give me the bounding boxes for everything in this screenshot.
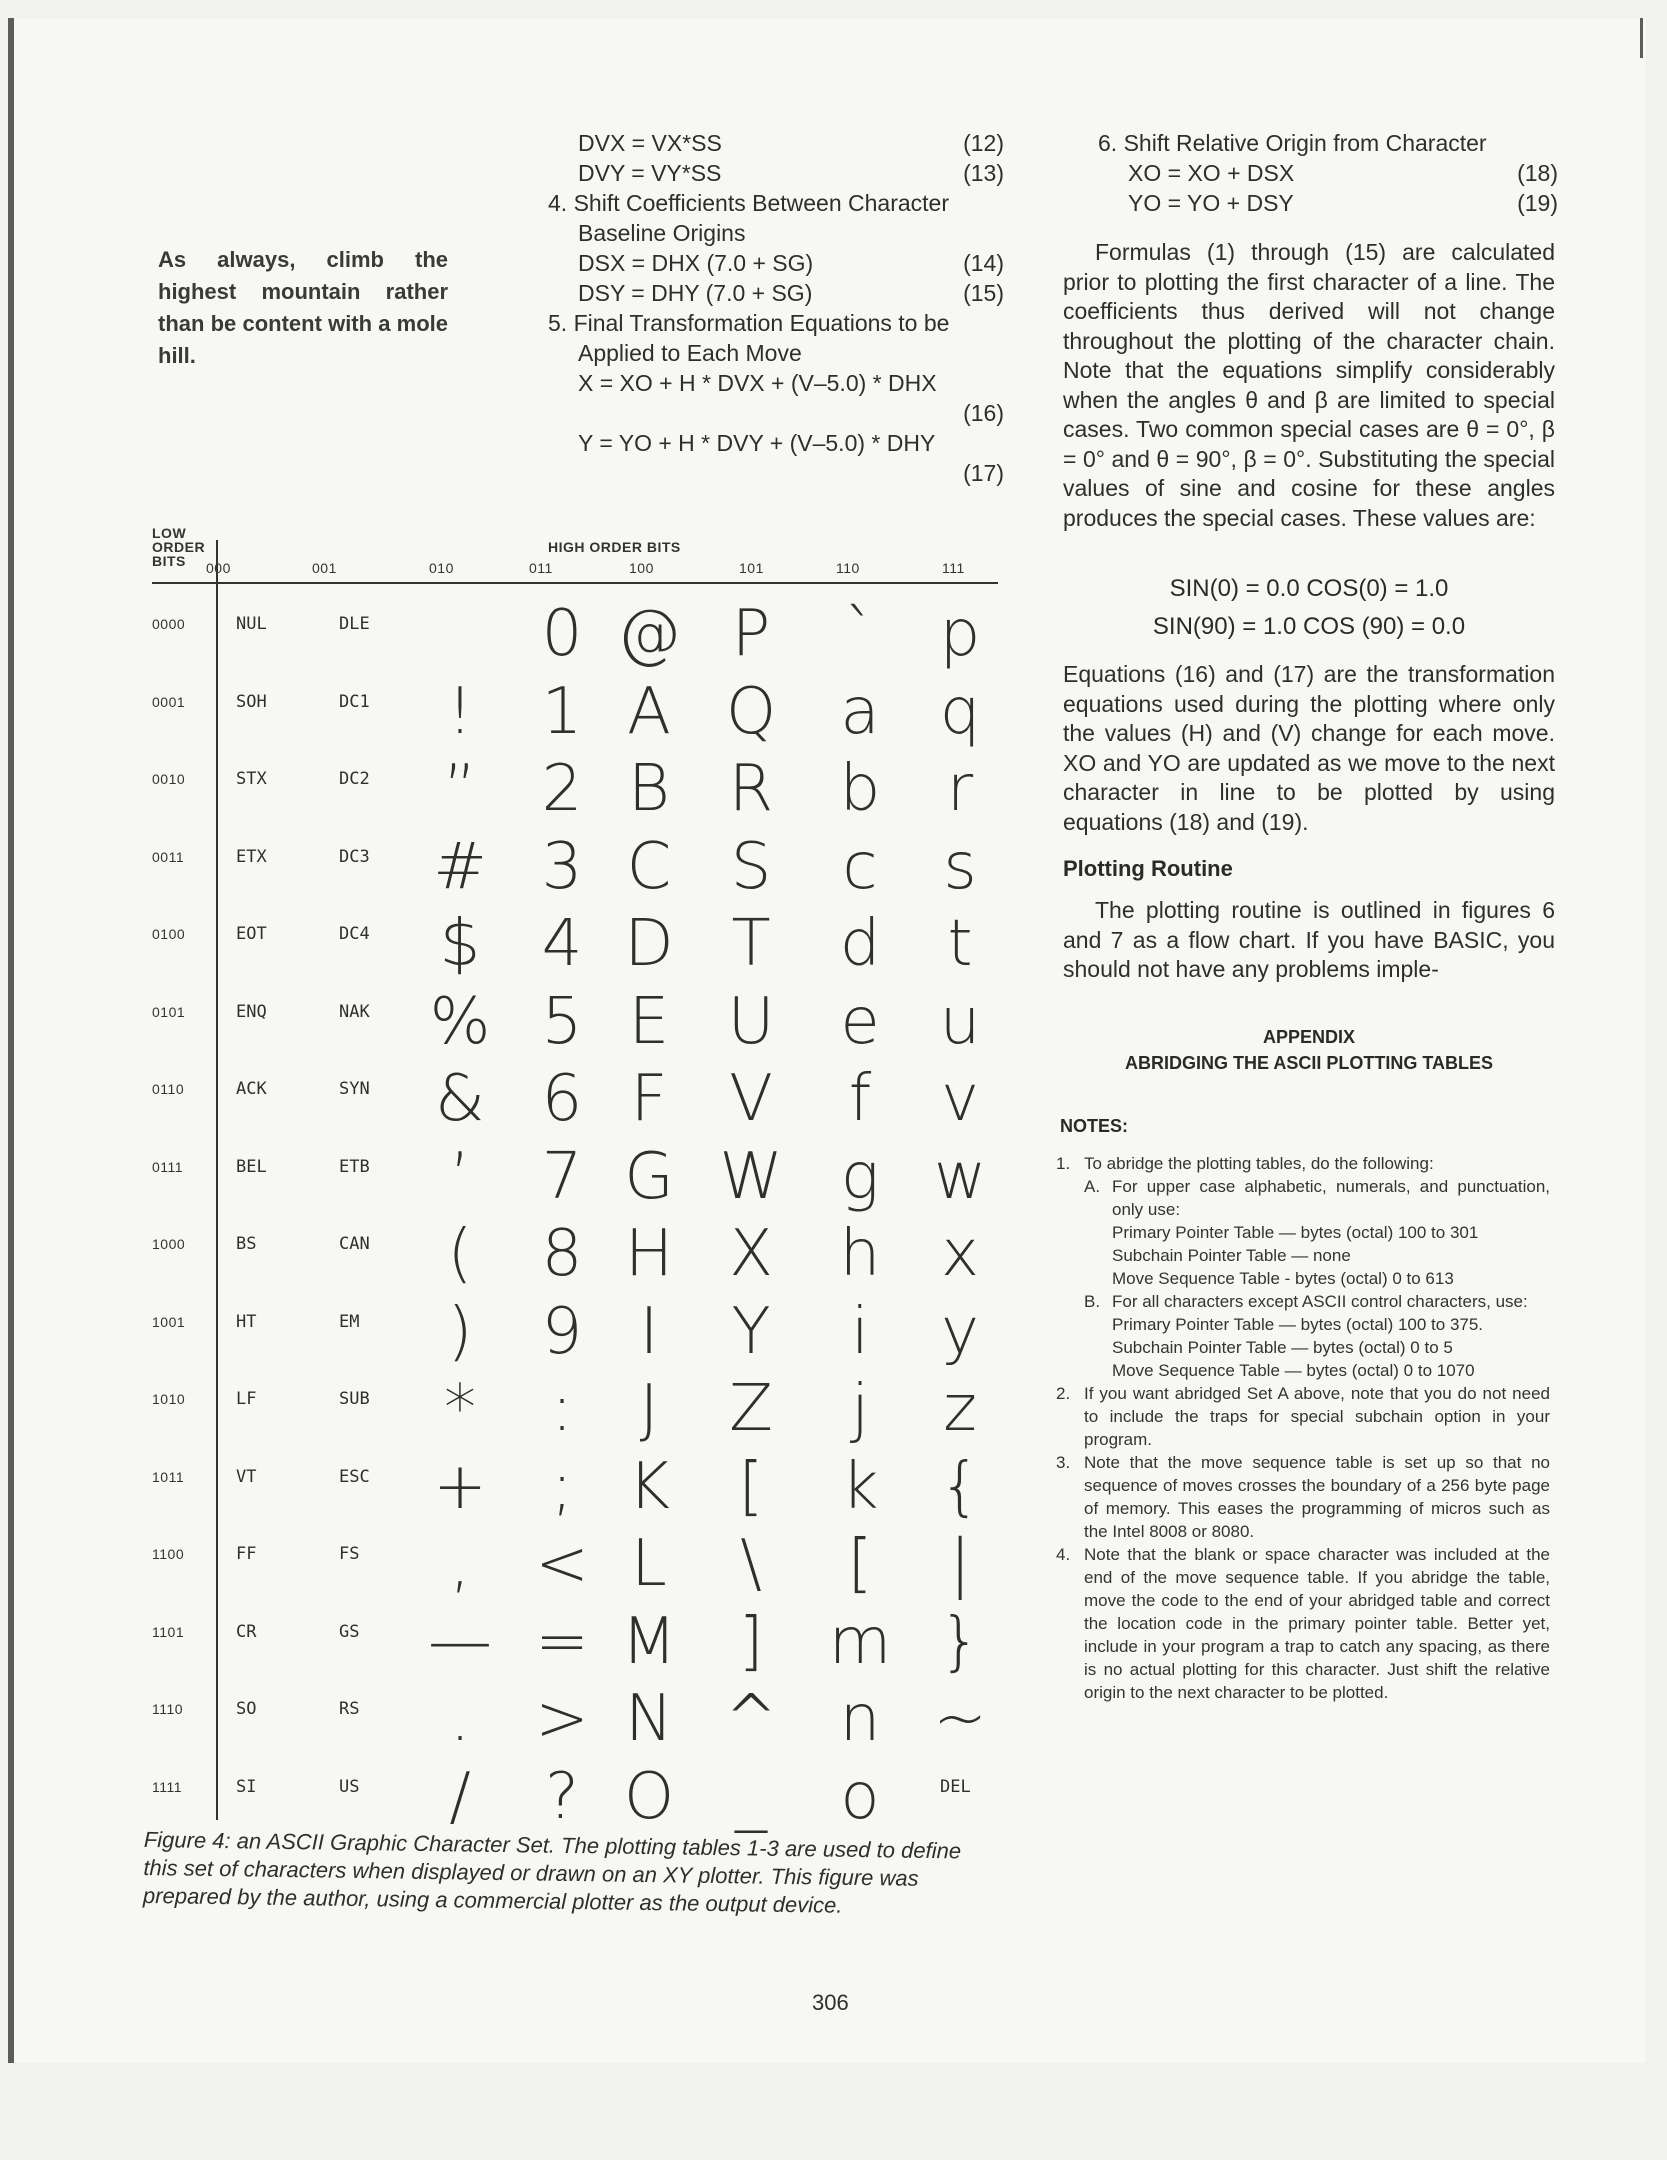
character-glyph: n bbox=[839, 1682, 881, 1756]
note-3 bbox=[1056, 1451, 1550, 1543]
page-edge-right bbox=[1640, 18, 1643, 58]
row-code: 1110 bbox=[152, 1701, 184, 1717]
equation-number: (18) bbox=[1517, 160, 1558, 186]
low-order-bits-label bbox=[152, 526, 205, 568]
note-sub-line: Primary Pointer Table — bytes (octal) 100 to 301 bbox=[1112, 1223, 1479, 1242]
column-code: 100 bbox=[629, 560, 654, 576]
character-glyph: DC3 bbox=[339, 846, 370, 867]
character-glyph: X bbox=[729, 1217, 773, 1291]
character-glyph: % bbox=[429, 984, 491, 1059]
equation-text: YO = YO + DSY bbox=[1128, 190, 1294, 216]
character-glyph: FF bbox=[236, 1544, 257, 1564]
character-glyph: h bbox=[839, 1217, 881, 1291]
character-glyph: 8 bbox=[541, 1217, 583, 1291]
character-glyph: f bbox=[848, 1062, 872, 1136]
character-glyph: Q bbox=[725, 674, 777, 749]
character-glyph: T bbox=[731, 907, 771, 981]
character-glyph: o bbox=[840, 1759, 880, 1834]
note-sub-line: Move Sequence Table — bytes (octal) 0 to 1070 bbox=[1112, 1361, 1475, 1380]
character-glyph: EM bbox=[339, 1311, 360, 1332]
column-code: 001 bbox=[312, 560, 337, 576]
character-glyph: SOH bbox=[236, 691, 267, 712]
character-glyph: U bbox=[727, 984, 775, 1059]
character-glyph: F bbox=[630, 1062, 668, 1136]
character-glyph: 9 bbox=[541, 1294, 583, 1369]
row-code: 0111 bbox=[152, 1158, 184, 1175]
note-sub-line: Primary Pointer Table — bytes (octal) 100 to 375. bbox=[1112, 1315, 1484, 1334]
character-glyph: ENQ bbox=[236, 1001, 267, 1022]
character-glyph: a bbox=[840, 674, 880, 749]
equation-text: Y = YO + H * DVY + (V–5.0) * DHY bbox=[578, 430, 936, 456]
row-code: 0011 bbox=[152, 848, 185, 865]
character-glyph: d bbox=[839, 907, 881, 981]
character-glyph: t bbox=[947, 907, 973, 981]
equation-text: DVY = VY*SS bbox=[578, 160, 722, 186]
character-glyph: } bbox=[939, 1604, 981, 1679]
character-glyph: DC1 bbox=[339, 691, 370, 712]
figure-caption: Figure 4: an ASCII Graphic Character Set. The plotting tables 1-3 are used to define this set of characters when displayed or drawn on an XY plotter. This figure was prepared by the author, using a commercial plotter as the output device. bbox=[142, 1826, 962, 1918]
equation-row bbox=[548, 308, 1004, 338]
appendix-heading bbox=[1063, 1024, 1555, 1076]
character-glyph: E bbox=[628, 984, 670, 1059]
character-glyph: Y bbox=[731, 1294, 771, 1369]
character-glyph: 7 bbox=[541, 1139, 583, 1214]
character-glyph: DC2 bbox=[339, 769, 370, 789]
character-glyph: # bbox=[433, 829, 487, 904]
character-glyph: C bbox=[626, 829, 672, 904]
character-glyph: BS bbox=[236, 1234, 257, 1254]
character-glyph: HT bbox=[236, 1311, 257, 1332]
equation-number: (12) bbox=[963, 130, 1004, 156]
character-glyph: 4 bbox=[541, 907, 583, 981]
note-sub-b bbox=[1084, 1290, 1550, 1382]
character-glyph: G bbox=[624, 1139, 674, 1214]
character-glyph: A bbox=[627, 674, 671, 749]
character-glyph: DC4 bbox=[339, 924, 370, 944]
equation-row bbox=[1098, 158, 1558, 188]
character-glyph: STX bbox=[236, 769, 267, 789]
pull-quote: As always, climb the highest mountain rather than be content with a mole hill. bbox=[158, 247, 448, 368]
column-code: 011 bbox=[529, 560, 553, 576]
character-glyph: > bbox=[535, 1682, 589, 1756]
row-code: 0100 bbox=[152, 926, 186, 942]
character-glyph: { bbox=[939, 1449, 981, 1524]
character-glyph: $ bbox=[439, 907, 481, 981]
note-number: 1. bbox=[1056, 1154, 1071, 1173]
equation-text: DSX = DHX (7.0 + SG) bbox=[578, 250, 814, 276]
appendix-subtitle: ABRIDGING THE ASCII PLOTTING TABLES bbox=[1125, 1053, 1493, 1073]
character-glyph: x bbox=[941, 1217, 979, 1291]
character-glyph: SYN bbox=[339, 1079, 370, 1099]
column-code: 101 bbox=[739, 560, 764, 576]
high-order-bits-label: HIGH ORDER BITS bbox=[548, 539, 681, 555]
note-2 bbox=[1056, 1382, 1550, 1451]
equation-text bbox=[548, 458, 578, 488]
character-glyph: L bbox=[631, 1527, 667, 1601]
character-glyph: US bbox=[339, 1776, 360, 1797]
character-glyph: BEL bbox=[236, 1156, 267, 1177]
low-order-label-line: LOW bbox=[152, 525, 187, 541]
character-glyph: DEL bbox=[940, 1776, 971, 1797]
column-code: 010 bbox=[429, 560, 454, 576]
paragraph-formulas: Formulas (1) through (15) are calculated prior to plotting the first character of a line. The coefficients thus derived will not change throughout the plotting of the character chain. Note that the equations simplify considerably when the angles θ and β are limited to special cases. Two common special cases are θ = 0°, β = 0° and θ = 90°, β = 0°. Substituting the special values of sine and cosine for these angles produces the special cases. These values are: bbox=[1063, 239, 1555, 531]
character-glyph: ” bbox=[443, 752, 477, 826]
character-glyph: RS bbox=[339, 1699, 360, 1719]
equation-text: 6. Shift Relative Origin from Character bbox=[1098, 130, 1487, 156]
equation-number: (15) bbox=[963, 280, 1004, 306]
character-glyph: ! bbox=[447, 674, 473, 749]
equation-row bbox=[548, 428, 1004, 458]
character-glyph: FS bbox=[339, 1544, 360, 1564]
character-glyph: V bbox=[729, 1062, 773, 1136]
character-glyph: Z bbox=[729, 1372, 773, 1446]
character-glyph: O bbox=[623, 1759, 675, 1834]
character-glyph: 1 bbox=[541, 674, 583, 749]
character-glyph: ^ bbox=[724, 1682, 778, 1756]
note-sub-line: Subchain Pointer Table — bytes (octal) 0 to 5 bbox=[1112, 1338, 1453, 1357]
row-code: 1001 bbox=[152, 1313, 186, 1330]
character-glyph: j bbox=[851, 1372, 869, 1446]
character-glyph: LF bbox=[236, 1389, 257, 1409]
equation-number: (14) bbox=[963, 250, 1004, 276]
character-glyph: — bbox=[428, 1604, 492, 1679]
character-glyph: s bbox=[943, 829, 977, 904]
equation-row bbox=[548, 248, 1004, 278]
character-glyph: 3 bbox=[541, 829, 583, 904]
character-glyph: ETB bbox=[339, 1156, 370, 1177]
paragraph-equations: Equations (16) and (17) are the transformation equations used during the plotting where only the values (H) and (V) change for each move. XO and YO are updated as we move to the next character in line to be plotted by using equations (18) and (19). bbox=[1063, 661, 1555, 835]
character-glyph: q bbox=[939, 674, 981, 749]
character-glyph: J bbox=[639, 1372, 659, 1446]
note-1 bbox=[1056, 1152, 1550, 1382]
character-glyph: y bbox=[941, 1294, 979, 1369]
note-sub-a bbox=[1084, 1175, 1550, 1290]
equation-row bbox=[548, 278, 1004, 308]
row-code: 1010 bbox=[152, 1391, 186, 1407]
row-code: 1100 bbox=[152, 1546, 185, 1562]
character-glyph: , bbox=[449, 1527, 471, 1601]
character-glyph: m bbox=[828, 1604, 892, 1679]
equation-text bbox=[548, 398, 578, 428]
character-glyph: k bbox=[841, 1449, 879, 1524]
equation-text: X = XO + H * DVX + (V–5.0) * DHX bbox=[578, 370, 937, 396]
character-glyph: D bbox=[624, 907, 674, 981]
row-code: 1111 bbox=[152, 1778, 183, 1795]
character-glyph: 5 bbox=[541, 984, 583, 1059]
character-glyph: i bbox=[851, 1294, 869, 1369]
equation-text: DSY = DHY (7.0 + SG) bbox=[578, 280, 813, 306]
equation-text: DVX = VX*SS bbox=[578, 130, 722, 156]
character-glyph: EOT bbox=[236, 924, 267, 944]
equation-number: (16) bbox=[963, 400, 1004, 426]
character-glyph: ) bbox=[447, 1294, 473, 1369]
row-code: 0110 bbox=[152, 1081, 185, 1097]
character-glyph: _ bbox=[735, 1759, 767, 1834]
note-number: 3. bbox=[1056, 1453, 1071, 1472]
equation-text: 5. Final Transformation Equations to be bbox=[548, 310, 950, 336]
row-code: 1000 bbox=[152, 1236, 186, 1252]
character-glyph: N bbox=[625, 1682, 673, 1756]
character-glyph: S bbox=[730, 829, 772, 904]
note-number: 2. bbox=[1056, 1384, 1071, 1403]
character-glyph: ( bbox=[447, 1217, 473, 1291]
equation-row bbox=[1098, 188, 1558, 218]
column-code: 000 bbox=[206, 560, 231, 576]
equation-text: Applied to Each Move bbox=[578, 340, 802, 366]
column-code: 111 bbox=[942, 560, 965, 576]
sincos-line-2: SIN(90) = 1.0 COS (90) = 0.0 bbox=[1152, 613, 1466, 640]
equation-text: 4. Shift Coefficients Between Character bbox=[548, 190, 950, 216]
equation-row bbox=[548, 128, 1004, 158]
character-glyph: DLE bbox=[339, 614, 370, 634]
row-code: 0010 bbox=[152, 771, 186, 787]
character-glyph: \ bbox=[740, 1527, 762, 1601]
character-glyph: NUL bbox=[236, 614, 267, 634]
appendix-title: APPENDIX bbox=[1262, 1027, 1356, 1047]
character-glyph: e bbox=[840, 984, 880, 1059]
character-glyph: SO bbox=[236, 1699, 257, 1719]
equations-right bbox=[1098, 128, 1558, 218]
equation-row bbox=[548, 368, 1004, 398]
note-sub-letter: B. bbox=[1084, 1292, 1101, 1311]
row-code: 1101 bbox=[152, 1623, 185, 1640]
character-glyph: 2 bbox=[541, 752, 583, 826]
character-glyph: g bbox=[840, 1139, 880, 1214]
character-glyph: r bbox=[946, 752, 974, 826]
character-glyph: M bbox=[621, 1604, 677, 1679]
equation-row bbox=[548, 188, 1004, 218]
character-glyph: < bbox=[535, 1527, 589, 1601]
character-glyph: SUB bbox=[339, 1389, 370, 1409]
character-glyph: ; bbox=[551, 1449, 573, 1524]
character-glyph: SI bbox=[236, 1776, 257, 1797]
equation-number: (19) bbox=[1517, 190, 1558, 216]
character-glyph: GS bbox=[339, 1621, 360, 1642]
character-glyph: c bbox=[842, 829, 878, 904]
equations-middle bbox=[548, 128, 1004, 488]
note-4 bbox=[1056, 1543, 1550, 1704]
note-sub-letter: A. bbox=[1084, 1177, 1101, 1196]
low-order-label-line: BITS bbox=[152, 553, 186, 569]
character-glyph: K bbox=[628, 1449, 670, 1524]
equation-number: (13) bbox=[963, 160, 1004, 186]
notes-list bbox=[1056, 1152, 1550, 1704]
row-code: 0000 bbox=[152, 616, 186, 632]
character-glyph: P bbox=[731, 597, 771, 671]
equation-text: XO = XO + DSX bbox=[1128, 160, 1295, 186]
table-side-rule bbox=[216, 540, 218, 1820]
equation-row bbox=[548, 158, 1004, 188]
character-glyph: ? bbox=[545, 1759, 579, 1834]
character-glyph: | bbox=[949, 1527, 971, 1601]
plotting-routine-heading: Plotting Routine bbox=[1063, 856, 1233, 881]
character-glyph: CR bbox=[236, 1621, 257, 1642]
character-glyph: w bbox=[933, 1139, 987, 1214]
note-sub-line: Move Sequence Table - bytes (octal) 0 to 613 bbox=[1112, 1269, 1454, 1288]
character-glyph: [ bbox=[847, 1527, 873, 1601]
table-header-rule bbox=[152, 582, 998, 584]
character-glyph: * bbox=[444, 1372, 476, 1446]
equation-row bbox=[548, 458, 1004, 488]
character-glyph: p bbox=[939, 597, 981, 671]
character-glyph: = bbox=[535, 1604, 589, 1679]
character-glyph: b bbox=[839, 752, 881, 826]
equation-row bbox=[548, 218, 1004, 248]
character-glyph: ESC bbox=[339, 1466, 370, 1487]
page-number: 306 bbox=[812, 1990, 849, 2015]
character-glyph: / bbox=[449, 1759, 471, 1834]
character-glyph: ~ bbox=[933, 1682, 987, 1756]
character-glyph: & bbox=[435, 1062, 485, 1136]
character-glyph: ` bbox=[844, 597, 876, 671]
equation-row bbox=[548, 338, 1004, 368]
note-number: 4. bbox=[1056, 1545, 1071, 1564]
character-glyph: ’ bbox=[449, 1139, 471, 1214]
note-sub-text: For upper case alphabetic, numerals, and punctuation, only use: bbox=[1112, 1177, 1550, 1219]
equation-row bbox=[548, 398, 1004, 428]
character-glyph: R bbox=[728, 752, 774, 826]
character-glyph: B bbox=[628, 752, 670, 826]
character-glyph: ACK bbox=[236, 1079, 267, 1099]
character-glyph: CAN bbox=[339, 1234, 370, 1254]
sincos-line-1: SIN(0) = 0.0 COS(0) = 1.0 bbox=[1169, 575, 1449, 602]
character-glyph: H bbox=[624, 1217, 674, 1291]
character-glyph: + bbox=[433, 1449, 487, 1524]
ascii-character-table bbox=[152, 520, 998, 1850]
notes-title: NOTES: bbox=[1060, 1116, 1129, 1136]
note-text: Note that the move sequence table is set up so that no sequence of moves crosses the boundary of a 256 byte page of memory. This eases the programming of micros such as the Intel 8008 or 8080. bbox=[1084, 1453, 1550, 1541]
column-code: 110 bbox=[836, 560, 860, 576]
low-order-label-line: ORDER bbox=[152, 539, 206, 555]
character-glyph: 6 bbox=[541, 1062, 583, 1136]
note-text: If you want abridged Set A above, note that you do not need to include the traps for special subchain option in your program. bbox=[1084, 1384, 1550, 1449]
character-glyph: W bbox=[719, 1139, 783, 1214]
character-glyph: . bbox=[449, 1682, 471, 1756]
character-glyph: [ bbox=[738, 1449, 764, 1524]
note-sub-line: Subchain Pointer Table — none bbox=[1112, 1246, 1351, 1265]
character-glyph: 0 bbox=[541, 597, 583, 671]
character-glyph: ] bbox=[738, 1604, 764, 1679]
character-glyph: I bbox=[639, 1294, 659, 1369]
row-code: 0101 bbox=[152, 1003, 186, 1020]
row-code: 1011 bbox=[152, 1468, 185, 1485]
note-text: To abridge the plotting tables, do the following: bbox=[1084, 1154, 1434, 1173]
note-sub-text: For all characters except ASCII control characters, use: bbox=[1112, 1292, 1528, 1311]
equation-row bbox=[1098, 128, 1558, 158]
equation-number: (17) bbox=[963, 460, 1004, 486]
row-code: 0001 bbox=[152, 693, 186, 710]
character-glyph: z bbox=[943, 1372, 977, 1446]
note-text: Note that the blank or space character was included at the end of the move sequence table. If you abridge the table, move the code to the end of your abridged table and correct the location code in the primary pointer table. Better yet, include in your program a trap to catch any spacing, as there is no actual plotting for this character. Just shift the relative origin to the next character to be plotted. bbox=[1084, 1545, 1550, 1702]
page-edge-left bbox=[8, 18, 14, 2063]
character-glyph: NAK bbox=[339, 1001, 370, 1022]
equation-text: Baseline Origins bbox=[578, 220, 746, 246]
character-glyph: VT bbox=[236, 1466, 257, 1487]
character-glyph: @ bbox=[617, 597, 681, 671]
character-glyph: : bbox=[551, 1372, 573, 1446]
character-glyph: v bbox=[941, 1062, 979, 1136]
character-glyph: ETX bbox=[236, 846, 267, 867]
paragraph-plotting: The plotting routine is outlined in figures 6 and 7 as a flow chart. If you have BASIC, you should not have any problems imple- bbox=[1063, 897, 1555, 982]
character-glyph: u bbox=[939, 984, 981, 1059]
